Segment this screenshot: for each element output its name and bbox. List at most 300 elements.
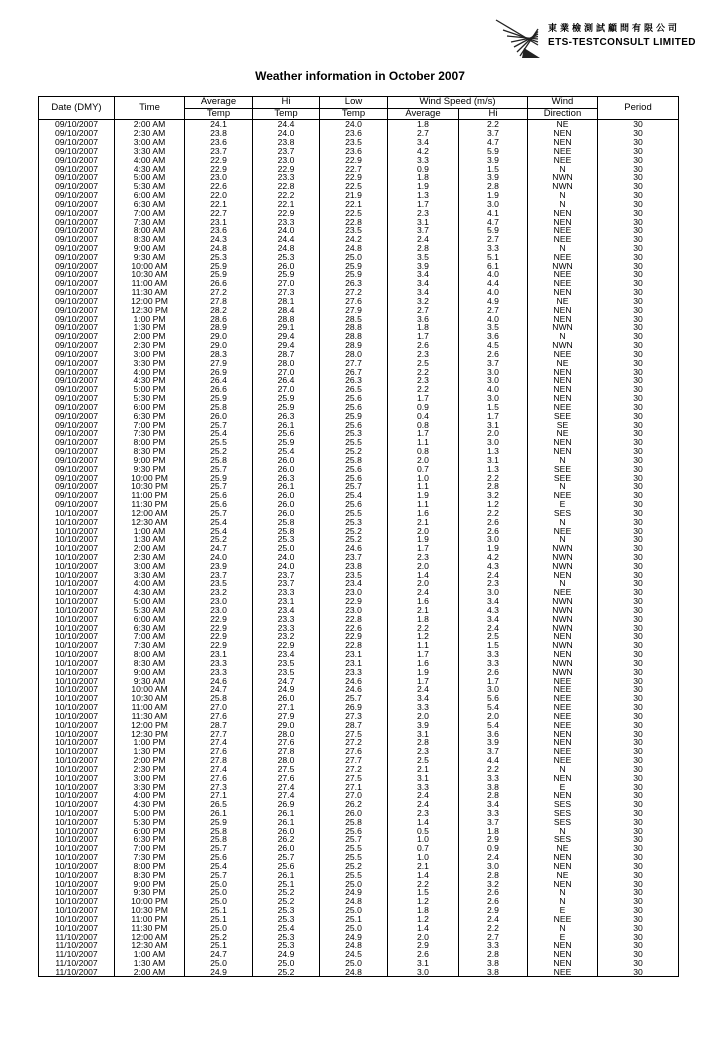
cell-low-temp: 25.6 xyxy=(320,464,388,473)
cell-time: 12:00 PM xyxy=(115,720,185,729)
cell-date: 09/10/2007 xyxy=(39,482,115,491)
cell-avg-temp: 25.1 xyxy=(185,915,253,924)
cell-avg-temp: 22.0 xyxy=(185,191,253,200)
cell-hi-temp: 24.0 xyxy=(253,553,320,562)
cell-wind-avg: 0.9 xyxy=(388,164,459,173)
cell-time: 7:30 AM xyxy=(115,217,185,226)
table-row xyxy=(39,738,679,747)
cell-date: 10/10/2007 xyxy=(39,659,115,668)
cell-period: 30 xyxy=(598,703,679,712)
cell-hi-temp: 26.0 xyxy=(253,694,320,703)
cell-avg-temp: 25.4 xyxy=(185,862,253,871)
cell-time: 1:00 AM xyxy=(115,526,185,535)
cell-avg-temp: 25.7 xyxy=(185,508,253,517)
cell-wind-hi: 2.8 xyxy=(459,182,528,191)
cell-avg-temp: 25.7 xyxy=(185,844,253,853)
cell-time: 7:00 AM xyxy=(115,632,185,641)
cell-wind-avg: 0.7 xyxy=(388,844,459,853)
cell-wind-avg: 0.5 xyxy=(388,826,459,835)
cell-period: 30 xyxy=(598,261,679,270)
cell-hi-temp: 29.4 xyxy=(253,341,320,350)
cell-wind-avg: 1.2 xyxy=(388,915,459,924)
cell-date: 10/10/2007 xyxy=(39,597,115,606)
cell-period: 30 xyxy=(598,756,679,765)
cell-wind-hi: 3.2 xyxy=(459,879,528,888)
cell-avg-temp: 24.9 xyxy=(185,968,253,977)
cell-wind-hi: 3.7 xyxy=(459,358,528,367)
cell-period: 30 xyxy=(598,332,679,341)
cell-date: 09/10/2007 xyxy=(39,146,115,155)
table-row xyxy=(39,703,679,712)
cell-wind-hi: 4.3 xyxy=(459,606,528,615)
cell-date: 09/10/2007 xyxy=(39,323,115,332)
cell-date: 10/10/2007 xyxy=(39,800,115,809)
cell-date: 09/10/2007 xyxy=(39,438,115,447)
table-row xyxy=(39,950,679,959)
cell-hi-temp: 24.4 xyxy=(253,120,320,129)
cell-avg-temp: 27.9 xyxy=(185,358,253,367)
cell-avg-temp: 25.7 xyxy=(185,482,253,491)
cell-wind-direction: N xyxy=(528,923,598,932)
cell-wind-hi: 4.7 xyxy=(459,217,528,226)
cell-wind-direction: NWN xyxy=(528,623,598,632)
cell-date: 10/10/2007 xyxy=(39,906,115,915)
cell-hi-temp: 28.0 xyxy=(253,729,320,738)
cell-wind-avg: 1.1 xyxy=(388,641,459,650)
cell-wind-hi: 3.9 xyxy=(459,173,528,182)
cell-wind-avg: 0.8 xyxy=(388,420,459,429)
cell-wind-avg: 2.4 xyxy=(388,800,459,809)
cell-wind-direction: N xyxy=(528,764,598,773)
table-row xyxy=(39,711,679,720)
cell-period: 30 xyxy=(598,367,679,376)
table-row xyxy=(39,411,679,420)
cell-wind-direction: N xyxy=(528,579,598,588)
cell-low-temp: 27.2 xyxy=(320,738,388,747)
cell-time: 10:00 AM xyxy=(115,685,185,694)
cell-wind-direction: NWN xyxy=(528,261,598,270)
cell-period: 30 xyxy=(598,146,679,155)
table-row xyxy=(39,438,679,447)
cell-wind-hi: 3.8 xyxy=(459,959,528,968)
table-row xyxy=(39,244,679,253)
cell-avg-temp: 26.0 xyxy=(185,411,253,420)
cell-date: 09/10/2007 xyxy=(39,473,115,482)
cell-period: 30 xyxy=(598,129,679,138)
cell-wind-avg: 2.5 xyxy=(388,358,459,367)
cell-hi-temp: 28.1 xyxy=(253,297,320,306)
cell-wind-hi: 2.8 xyxy=(459,870,528,879)
cell-wind-avg: 3.4 xyxy=(388,270,459,279)
cell-wind-direction: NEN xyxy=(528,208,598,217)
table-row xyxy=(39,667,679,676)
cell-time: 6:00 AM xyxy=(115,191,185,200)
cell-low-temp: 23.1 xyxy=(320,659,388,668)
cell-low-temp: 25.2 xyxy=(320,535,388,544)
cell-wind-direction: NWN xyxy=(528,614,598,623)
table-row xyxy=(39,729,679,738)
cell-avg-temp: 25.7 xyxy=(185,870,253,879)
cell-low-temp: 25.0 xyxy=(320,906,388,915)
cell-date: 09/10/2007 xyxy=(39,305,115,314)
cell-period: 30 xyxy=(598,764,679,773)
cell-wind-hi: 2.6 xyxy=(459,897,528,906)
cell-period: 30 xyxy=(598,659,679,668)
cell-wind-direction: NEN xyxy=(528,941,598,950)
cell-avg-temp: 24.7 xyxy=(185,950,253,959)
cell-wind-direction: NEN xyxy=(528,632,598,641)
cell-time: 3:00 AM xyxy=(115,138,185,147)
cell-date: 09/10/2007 xyxy=(39,252,115,261)
table-row xyxy=(39,341,679,350)
cell-wind-direction: N xyxy=(528,332,598,341)
cell-wind-hi: 2.6 xyxy=(459,888,528,897)
cell-wind-direction: NEN xyxy=(528,862,598,871)
table-row xyxy=(39,800,679,809)
cell-hi-temp: 25.9 xyxy=(253,438,320,447)
cell-date: 09/10/2007 xyxy=(39,500,115,509)
table-row xyxy=(39,173,679,182)
cell-period: 30 xyxy=(598,526,679,535)
cell-hi-temp: 27.0 xyxy=(253,385,320,394)
cell-date: 10/10/2007 xyxy=(39,870,115,879)
cell-period: 30 xyxy=(598,208,679,217)
cell-period: 30 xyxy=(598,155,679,164)
cell-period: 30 xyxy=(598,667,679,676)
cell-date: 09/10/2007 xyxy=(39,394,115,403)
cell-hi-temp: 25.0 xyxy=(253,544,320,553)
cell-wind-hi: 1.7 xyxy=(459,676,528,685)
cell-low-temp: 23.5 xyxy=(320,226,388,235)
cell-hi-temp: 27.6 xyxy=(253,738,320,747)
table-row xyxy=(39,614,679,623)
table-row xyxy=(39,606,679,615)
cell-wind-avg: 3.1 xyxy=(388,217,459,226)
cell-date: 09/10/2007 xyxy=(39,270,115,279)
cell-avg-temp: 23.9 xyxy=(185,561,253,570)
cell-wind-hi: 2.8 xyxy=(459,950,528,959)
cell-date: 10/10/2007 xyxy=(39,720,115,729)
cell-time: 9:30 AM xyxy=(115,252,185,261)
cell-wind-avg: 3.4 xyxy=(388,694,459,703)
cell-wind-direction: NEN xyxy=(528,367,598,376)
cell-period: 30 xyxy=(598,297,679,306)
cell-avg-temp: 25.6 xyxy=(185,491,253,500)
cell-period: 30 xyxy=(598,305,679,314)
cell-period: 30 xyxy=(598,773,679,782)
cell-hi-temp: 26.4 xyxy=(253,376,320,385)
cell-avg-temp: 25.8 xyxy=(185,835,253,844)
cell-wind-avg: 2.1 xyxy=(388,862,459,871)
cell-wind-direction: NEE xyxy=(528,720,598,729)
cell-date: 09/10/2007 xyxy=(39,341,115,350)
cell-hi-temp: 23.0 xyxy=(253,155,320,164)
cell-wind-direction: NEE xyxy=(528,146,598,155)
cell-period: 30 xyxy=(598,235,679,244)
cell-wind-hi: 2.4 xyxy=(459,853,528,862)
cell-period: 30 xyxy=(598,120,679,129)
cell-wind-direction: NEN xyxy=(528,959,598,968)
cell-wind-direction: N xyxy=(528,244,598,253)
cell-avg-temp: 28.2 xyxy=(185,305,253,314)
cell-wind-direction: N xyxy=(528,897,598,906)
cell-wind-hi: 3.2 xyxy=(459,491,528,500)
cell-wind-avg: 2.0 xyxy=(388,561,459,570)
cell-hi-temp: 25.1 xyxy=(253,879,320,888)
cell-wind-avg: 3.3 xyxy=(388,155,459,164)
cell-avg-temp: 27.6 xyxy=(185,747,253,756)
cell-date: 10/10/2007 xyxy=(39,544,115,553)
cell-hi-temp: 29.1 xyxy=(253,323,320,332)
cell-avg-temp: 27.7 xyxy=(185,729,253,738)
cell-period: 30 xyxy=(598,491,679,500)
cell-wind-direction: SES xyxy=(528,800,598,809)
cell-avg-temp: 26.9 xyxy=(185,367,253,376)
cell-low-temp: 25.5 xyxy=(320,508,388,517)
table-row xyxy=(39,791,679,800)
cell-date: 10/10/2007 xyxy=(39,526,115,535)
cell-avg-temp: 24.8 xyxy=(185,244,253,253)
cell-hi-temp: 29.4 xyxy=(253,332,320,341)
cell-hi-temp: 23.7 xyxy=(253,570,320,579)
cell-period: 30 xyxy=(598,217,679,226)
cell-period: 30 xyxy=(598,906,679,915)
cell-period: 30 xyxy=(598,358,679,367)
cell-avg-temp: 25.9 xyxy=(185,817,253,826)
cell-wind-hi: 2.6 xyxy=(459,667,528,676)
cell-date: 09/10/2007 xyxy=(39,455,115,464)
cell-time: 11:30 AM xyxy=(115,711,185,720)
cell-avg-temp: 25.4 xyxy=(185,526,253,535)
cell-low-temp: 25.8 xyxy=(320,817,388,826)
cell-date: 10/10/2007 xyxy=(39,738,115,747)
weather-table xyxy=(38,96,679,977)
cell-period: 30 xyxy=(598,164,679,173)
table-row xyxy=(39,385,679,394)
cell-wind-avg: 2.1 xyxy=(388,606,459,615)
cell-wind-hi: 4.4 xyxy=(459,756,528,765)
cell-hi-temp: 26.0 xyxy=(253,500,320,509)
cell-date: 09/10/2007 xyxy=(39,208,115,217)
cell-wind-direction: NEE xyxy=(528,915,598,924)
cell-avg-temp: 22.9 xyxy=(185,641,253,650)
table-row xyxy=(39,491,679,500)
cell-low-temp: 25.6 xyxy=(320,394,388,403)
cell-hi-temp: 25.3 xyxy=(253,932,320,941)
cell-time: 8:00 PM xyxy=(115,862,185,871)
cell-hi-temp: 23.3 xyxy=(253,588,320,597)
cell-period: 30 xyxy=(598,711,679,720)
cell-hi-temp: 26.2 xyxy=(253,835,320,844)
cell-avg-temp: 25.2 xyxy=(185,932,253,941)
cell-wind-avg: 1.8 xyxy=(388,323,459,332)
cell-date: 10/10/2007 xyxy=(39,535,115,544)
table-row xyxy=(39,350,679,359)
cell-date: 09/10/2007 xyxy=(39,403,115,412)
cell-hi-temp: 26.0 xyxy=(253,844,320,853)
cell-avg-temp: 23.8 xyxy=(185,129,253,138)
cell-low-temp: 25.9 xyxy=(320,411,388,420)
cell-wind-direction: NEN xyxy=(528,879,598,888)
cell-low-temp: 23.5 xyxy=(320,138,388,147)
cell-low-temp: 23.8 xyxy=(320,561,388,570)
cell-avg-temp: 27.4 xyxy=(185,738,253,747)
cell-wind-hi: 2.2 xyxy=(459,473,528,482)
table-row xyxy=(39,764,679,773)
table-row xyxy=(39,199,679,208)
cell-low-temp: 28.8 xyxy=(320,332,388,341)
cell-low-temp: 27.5 xyxy=(320,773,388,782)
table-row xyxy=(39,879,679,888)
cell-time: 7:30 AM xyxy=(115,641,185,650)
cell-low-temp: 28.8 xyxy=(320,323,388,332)
cell-time: 3:00 PM xyxy=(115,773,185,782)
cell-wind-direction: N xyxy=(528,535,598,544)
cell-avg-temp: 22.9 xyxy=(185,155,253,164)
cell-wind-direction: NEE xyxy=(528,588,598,597)
cell-wind-avg: 3.4 xyxy=(388,288,459,297)
cell-time: 4:30 AM xyxy=(115,588,185,597)
cell-hi-temp: 23.8 xyxy=(253,138,320,147)
cell-hi-temp: 26.0 xyxy=(253,455,320,464)
cell-low-temp: 26.7 xyxy=(320,367,388,376)
cell-hi-temp: 24.9 xyxy=(253,950,320,959)
cell-period: 30 xyxy=(598,738,679,747)
cell-wind-hi: 0.9 xyxy=(459,844,528,853)
cell-avg-temp: 25.6 xyxy=(185,500,253,509)
cell-avg-temp: 23.0 xyxy=(185,606,253,615)
table-row xyxy=(39,420,679,429)
cell-wind-hi: 3.0 xyxy=(459,394,528,403)
cell-wind-avg: 1.0 xyxy=(388,853,459,862)
cell-time: 1:30 PM xyxy=(115,747,185,756)
table-row xyxy=(39,526,679,535)
cell-hi-temp: 26.1 xyxy=(253,870,320,879)
table-row xyxy=(39,941,679,950)
cell-wind-direction: NEN xyxy=(528,570,598,579)
cell-wind-avg: 3.9 xyxy=(388,261,459,270)
cell-wind-hi: 2.4 xyxy=(459,570,528,579)
cell-wind-hi: 4.0 xyxy=(459,385,528,394)
cell-avg-temp: 25.2 xyxy=(185,535,253,544)
cell-wind-hi: 3.0 xyxy=(459,685,528,694)
cell-date: 10/10/2007 xyxy=(39,650,115,659)
cell-time: 8:00 AM xyxy=(115,650,185,659)
cell-date: 09/10/2007 xyxy=(39,173,115,182)
cell-wind-avg: 1.7 xyxy=(388,544,459,553)
cell-low-temp: 24.6 xyxy=(320,676,388,685)
cell-date: 09/10/2007 xyxy=(39,358,115,367)
cell-avg-temp: 27.2 xyxy=(185,288,253,297)
cell-date: 09/10/2007 xyxy=(39,191,115,200)
cell-date: 09/10/2007 xyxy=(39,155,115,164)
cell-wind-direction: NE xyxy=(528,358,598,367)
cell-period: 30 xyxy=(598,173,679,182)
cell-date: 09/10/2007 xyxy=(39,367,115,376)
cell-avg-temp: 27.4 xyxy=(185,764,253,773)
cell-hi-temp: 23.3 xyxy=(253,623,320,632)
cell-low-temp: 26.5 xyxy=(320,385,388,394)
cell-wind-avg: 1.1 xyxy=(388,500,459,509)
cell-low-temp: 22.8 xyxy=(320,217,388,226)
cell-wind-hi: 2.2 xyxy=(459,508,528,517)
cell-period: 30 xyxy=(598,606,679,615)
cell-avg-temp: 29.0 xyxy=(185,332,253,341)
cell-low-temp: 24.6 xyxy=(320,685,388,694)
cell-wind-hi: 5.4 xyxy=(459,720,528,729)
cell-time: 10:30 PM xyxy=(115,906,185,915)
cell-hi-temp: 26.0 xyxy=(253,491,320,500)
table-row xyxy=(39,747,679,756)
cell-period: 30 xyxy=(598,747,679,756)
cell-wind-hi: 2.8 xyxy=(459,791,528,800)
cell-avg-temp: 26.6 xyxy=(185,385,253,394)
cell-wind-direction: NWN xyxy=(528,597,598,606)
table-row xyxy=(39,279,679,288)
cell-time: 3:00 AM xyxy=(115,561,185,570)
cell-date: 09/10/2007 xyxy=(39,314,115,323)
cell-hi-temp: 24.0 xyxy=(253,129,320,138)
cell-time: 5:00 PM xyxy=(115,809,185,818)
cell-time: 11:00 PM xyxy=(115,491,185,500)
cell-wind-direction: NWN xyxy=(528,341,598,350)
cell-low-temp: 24.6 xyxy=(320,544,388,553)
cell-period: 30 xyxy=(598,950,679,959)
cell-wind-direction: NEN xyxy=(528,650,598,659)
cell-wind-direction: NEN xyxy=(528,447,598,456)
table-row xyxy=(39,508,679,517)
cell-period: 30 xyxy=(598,252,679,261)
cell-wind-hi: 3.0 xyxy=(459,535,528,544)
cell-hi-temp: 23.3 xyxy=(253,173,320,182)
cell-date: 11/10/2007 xyxy=(39,941,115,950)
cell-avg-temp: 25.0 xyxy=(185,897,253,906)
cell-time: 5:00 AM xyxy=(115,173,185,182)
cell-wind-avg: 2.2 xyxy=(388,879,459,888)
table-row xyxy=(39,923,679,932)
cell-wind-avg: 1.7 xyxy=(388,429,459,438)
cell-avg-temp: 26.5 xyxy=(185,800,253,809)
cell-time: 7:00 AM xyxy=(115,208,185,217)
cell-time: 6:00 PM xyxy=(115,403,185,412)
cell-wind-direction: NWN xyxy=(528,323,598,332)
cell-hi-temp: 27.6 xyxy=(253,773,320,782)
cell-hi-temp: 23.3 xyxy=(253,614,320,623)
cell-period: 30 xyxy=(598,553,679,562)
cell-period: 30 xyxy=(598,870,679,879)
cell-wind-hi: 3.7 xyxy=(459,129,528,138)
cell-time: 5:30 PM xyxy=(115,817,185,826)
cell-time: 6:30 PM xyxy=(115,411,185,420)
cell-wind-hi: 3.3 xyxy=(459,773,528,782)
cell-time: 8:00 AM xyxy=(115,226,185,235)
cell-time: 11:30 PM xyxy=(115,500,185,509)
cell-hi-temp: 25.3 xyxy=(253,906,320,915)
cell-wind-direction: NEN xyxy=(528,288,598,297)
cell-wind-hi: 3.1 xyxy=(459,455,528,464)
cell-low-temp: 27.7 xyxy=(320,358,388,367)
cell-period: 30 xyxy=(598,500,679,509)
cell-date: 09/10/2007 xyxy=(39,464,115,473)
table-row xyxy=(39,500,679,509)
cell-wind-avg: 1.7 xyxy=(388,650,459,659)
cell-period: 30 xyxy=(598,809,679,818)
cell-wind-avg: 2.4 xyxy=(388,588,459,597)
cell-wind-avg: 0.8 xyxy=(388,447,459,456)
cell-period: 30 xyxy=(598,473,679,482)
cell-avg-temp: 25.8 xyxy=(185,403,253,412)
cell-date: 09/10/2007 xyxy=(39,261,115,270)
